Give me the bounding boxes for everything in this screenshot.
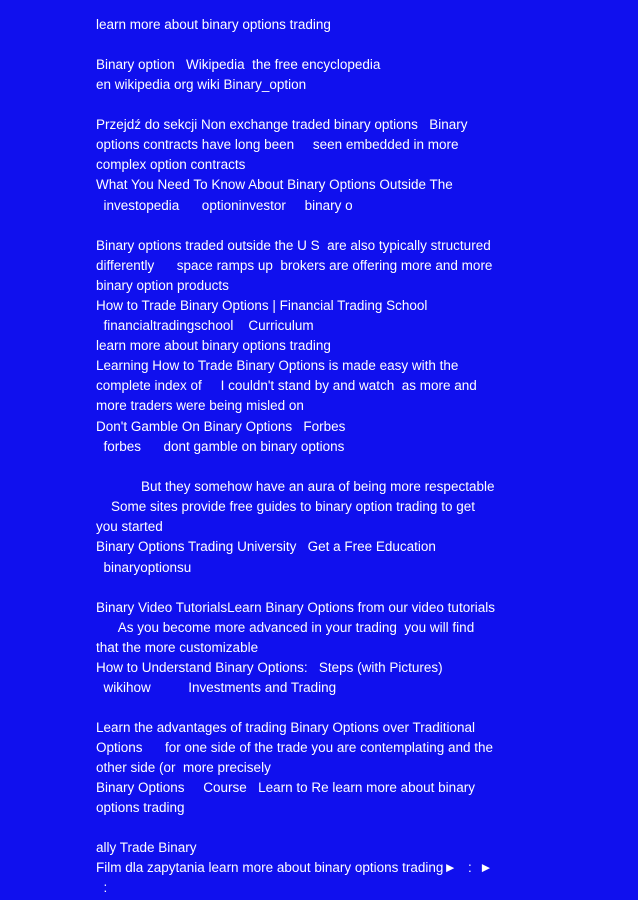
text-line: But they somehow have an aura of being more respectable bbox=[96, 479, 495, 494]
text-line: Binary option Wikipedia the free encyclopedia bbox=[96, 57, 381, 72]
text-line: financialtradingschool Curriculum bbox=[96, 318, 314, 333]
text-line: binaryoptionsu bbox=[96, 560, 192, 575]
text-line: learn more about binary options trading bbox=[96, 338, 331, 353]
text-line: Don't Gamble On Binary Options Forbes bbox=[96, 419, 346, 434]
text-line: other side (or more precisely bbox=[96, 760, 271, 775]
text-line: learn more about binary options trading bbox=[96, 17, 331, 32]
text-line: How to Trade Binary Options | Financial Trading School bbox=[96, 298, 428, 313]
text-line: ally Trade Binary bbox=[96, 840, 197, 855]
text-line: more traders were being misled on bbox=[96, 398, 304, 413]
text-line: Some sites provide free guides to binary option trading to get bbox=[96, 499, 475, 514]
text-line: Przejdź do sekcji Non exchange traded binary options Binary bbox=[96, 117, 468, 132]
text-line: As you become more advanced in your trading you will find bbox=[96, 620, 475, 635]
text-line: options trading bbox=[96, 800, 185, 815]
text-line: forbes dont gamble on binary options bbox=[96, 439, 345, 454]
text-line: Options for one side of the trade you are contemplating and the bbox=[96, 740, 493, 755]
text-line: wikihow Investments and Trading bbox=[96, 680, 337, 695]
text-line: you started bbox=[96, 519, 163, 534]
text-line: differently space ramps up brokers are offering more and more bbox=[96, 258, 493, 273]
text-line: Binary Video TutorialsLearn Binary Options from our video tutorials bbox=[96, 600, 495, 615]
text-line: en wikipedia org wiki Binary_option bbox=[96, 77, 307, 92]
text-line: Learn the advantages of trading Binary Options over Traditional bbox=[96, 720, 475, 735]
text-line: : bbox=[96, 880, 108, 895]
text-line: investopedia optioninvestor binary o bbox=[96, 198, 353, 213]
text-line: options contracts have long been seen embedded in more bbox=[96, 137, 459, 152]
text-line: How to Understand Binary Options: Steps (with Pictures) bbox=[96, 660, 443, 675]
text-line: Film dla zapytania learn more about binary options trading► : ► bbox=[96, 860, 493, 875]
text-line: Binary Options Trading University Get a Free Education bbox=[96, 539, 436, 554]
text-line: complete index of I couldn't stand by and watch as more and bbox=[96, 378, 477, 393]
text-line: Learning How to Trade Binary Options is made easy with the bbox=[96, 358, 459, 373]
text-line: What You Need To Know About Binary Options Outside The bbox=[96, 177, 453, 192]
text-line: that the more customizable bbox=[96, 640, 259, 655]
text-line: binary option products bbox=[96, 278, 229, 293]
text-line: complex option contracts bbox=[96, 157, 246, 172]
text-line: Binary options traded outside the U S are also typically structured bbox=[96, 238, 491, 253]
text-line: Binary Options Course Learn to Re learn more about binary bbox=[96, 780, 475, 795]
